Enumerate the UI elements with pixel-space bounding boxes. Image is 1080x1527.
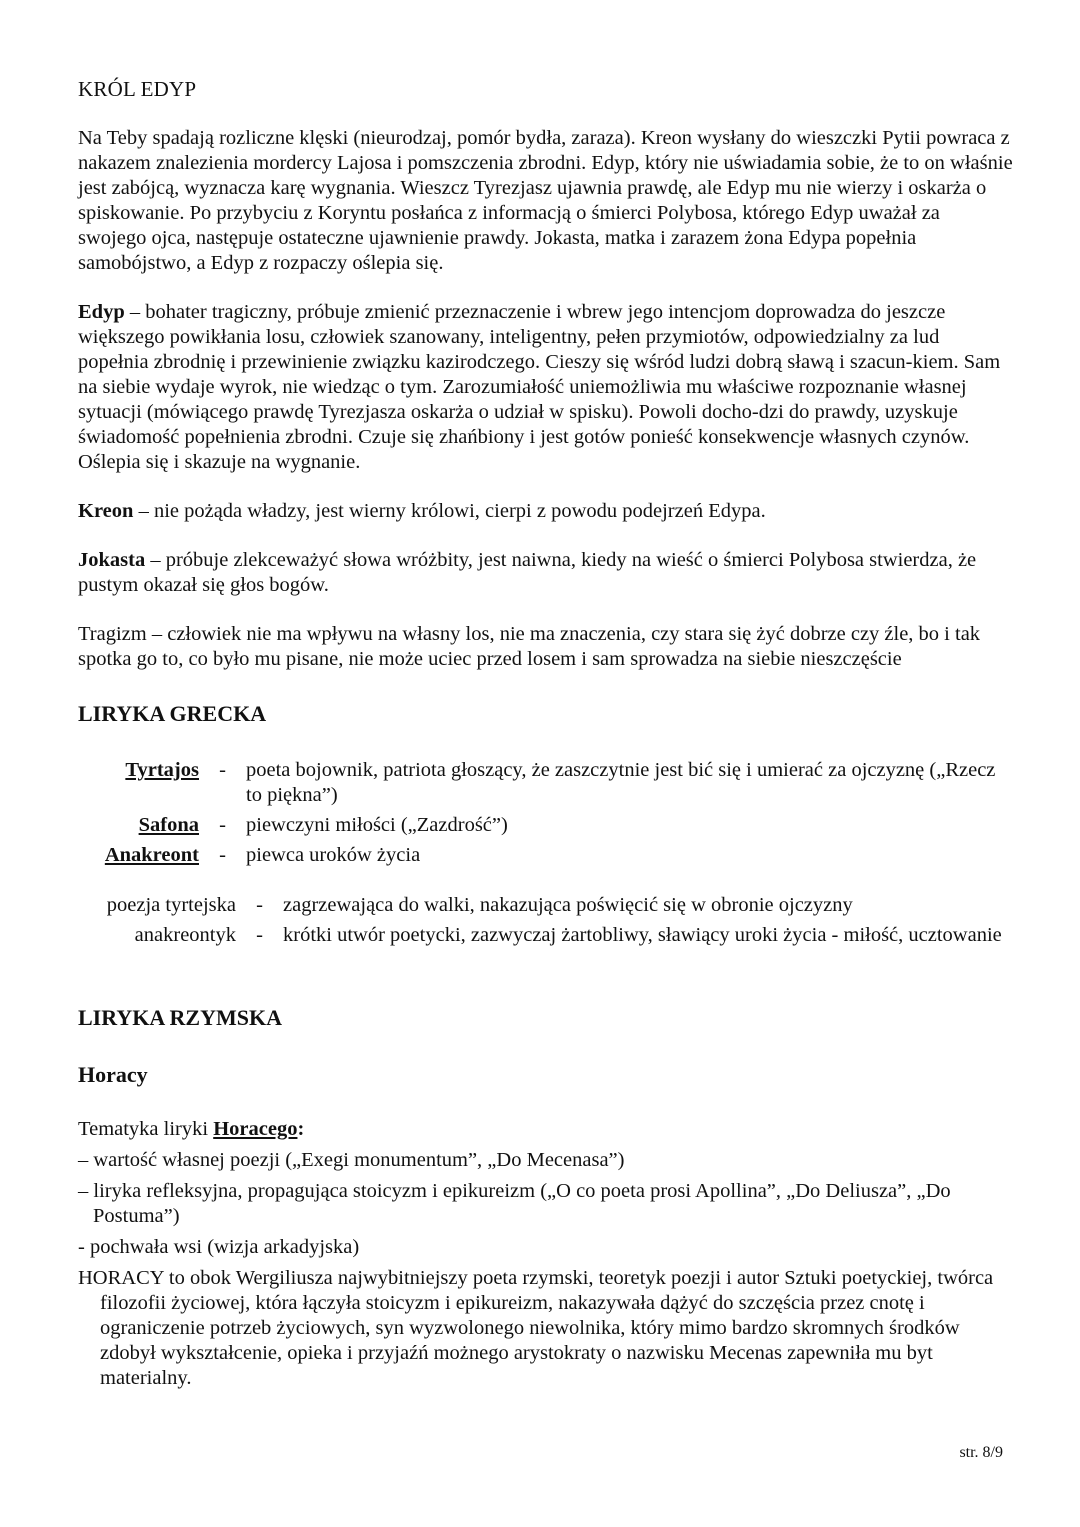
themes-prefix: Tematyka liryki [78,1118,214,1140]
list-item [88,758,1013,808]
list-item [88,843,1013,868]
character-name: Edyp [78,301,125,323]
list-item: – wartość własnej poezji („Exegi monumentum”, „Do Mecenasa”) [78,1149,625,1171]
plot-summary: Na Teby spadają rozliczne klęski (nieurodzaj, pomór bydła, zaraza). Kreon wysłany do wieszczki Pytii powraca z nakazem znalezienia mordercy Lajosa i pomszczenia zbrodni. Edyp, który nie uświadamia sobie, że to on właśnie jest zabójcą, wyznacza karę wygnania. Wieszcz Tyrezjasz ujawnia prawdę, ale Edyp mu nie wierzy i oskarża o spiskowanie. Po przybyciu z Koryntu posłańca z informacją o śmierci Polybosa, którego Edyp uważał za swojego ojca, następuje ostateczne ujawnienie prawdy. Jokasta, matka i zarazem żona Edypa popełnia samobójstwo, a Edyp z rozpaczy oślepia się. [78,127,1013,274]
character-edyp [78,300,1013,475]
term-name: poezja tyrtejska [106,894,236,916]
list-item [88,923,1013,948]
poet-name: Tyrtajos [125,759,199,781]
character-name: Kreon [78,500,134,522]
section-title-krol-edyp: KRÓL EDYP [78,77,197,101]
heading-liryka-rzymska: LIRYKA RZYMSKA [78,1005,282,1030]
page-number: str. 8/9 [959,1444,1003,1461]
poet-name: Anakreont [104,844,199,866]
greek-terms-list [88,893,1013,948]
heading-liryka-grecka: LIRYKA GRECKA [78,701,267,726]
character-name: Jokasta [78,549,146,571]
dash: - [256,924,263,946]
term-name: anakreontyk [134,924,236,946]
poet-description: poeta bojownik, patriota głoszący, że zaszczytnie jest bić się i umierać za ojczyznę („Rzecz to piękna”) [246,759,996,806]
themes-colon: : [297,1118,305,1140]
dash: - [219,844,226,866]
term-description: zagrzewająca do walki, nakazująca poświęcić się w obronie ojczyzny [283,894,853,916]
tragizm-definition: Tragizm – człowiek nie ma wpływu na własny los, nie ma znaczenia, czy stara się żyć dobrze czy źle, bo i tak spotka go to, co było mu pisane, nie może uciec przed losem i sam sprowadza na siebie nieszczęście [78,623,981,670]
dash: - [219,759,226,781]
themes-intro [78,1117,1013,1142]
poet-description: piewczyni miłości („Zazdrość”) [246,814,508,836]
character-kreon [78,499,1013,524]
greek-poets-list [88,758,1013,868]
dash: - [219,814,226,836]
character-description: – bohater tragiczny, próbuje zmienić przeznaczenie i wbrew jego intencjom doprowadza do jeszcze większego powikłania losu, człowiek szanowany, inteligentny, pełen przymiotów, odpowiedzialny za lud popełnia zbrodnię i przewinienie związku kazirodczego. Cieszy się wśród ludzi dobrą sławą i szacun-kiem. Sam na siebie wydaje wyrok, nie wiedząc o tym. Zarozumiałość uniemożliwia mu właściwe rozpoznanie własnej sytuacji (mówiącego prawdę Tyrezjasza oskarża o udział w spisku). Powoli docho-dzi do prawdy, uzyskuje świadomość popełnienia zbrodni. Czuje się zhańbiony i jest gotów ponieść konsekwencje własnych czynów. Oślepia się i skazuje na wygnanie. [78,301,1001,473]
dash: - [256,894,263,916]
poet-description: piewca uroków życia [246,844,421,866]
document-page [78,76,1013,1391]
themes-author: Horacego [213,1118,298,1140]
character-jokasta [78,548,1013,598]
term-description: krótki utwór poetycki, zazwyczaj żartobliwy, sławiący uroki życia - miłość, ucztowanie [283,924,1002,946]
heading-horacy: Horacy [78,1062,148,1087]
character-description: – próbuje zlekceważyć słowa wróżbity, jest naiwna, kiedy na wieść o śmierci Polybosa stwierdza, że pustym okazał się głos bogów. [78,549,977,596]
list-item [88,893,1013,918]
list-item: – liryka refleksyjna, propagująca stoicyzm i epikureizm („O co poeta prosi Apollina”, „Do Deliusza”, „Do Postuma”) [78,1180,951,1227]
character-description: – nie pożąda władzy, jest wierny królowi, cierpi z powodu podejrzeń Edypa. [133,500,766,522]
list-item [88,813,1013,838]
themes-list [78,1148,1013,1260]
poet-name: Safona [138,814,199,836]
list-item: - pochwała wsi (wizja arkadyjska) [78,1236,360,1258]
horacy-bio: HORACY to obok Wergiliusza najwybitniejszy poeta rzymski, teoretyk poezji i autor Sztuki poetyckiej, twórca filozofii życiowej, która łączyła stoicyzm i epikureizm, nakazywała dążyć do szczęścia przez cnotę i ograniczenie potrzeb życiowych, syn wyzwolonego niewolnika, który mimo bardzo skromnych środków zdobył wykształcenie, opieka i przyjaźń możnego arystokraty o nazwisku Mecenas zapewniła mu byt materialny. [78,1267,994,1389]
